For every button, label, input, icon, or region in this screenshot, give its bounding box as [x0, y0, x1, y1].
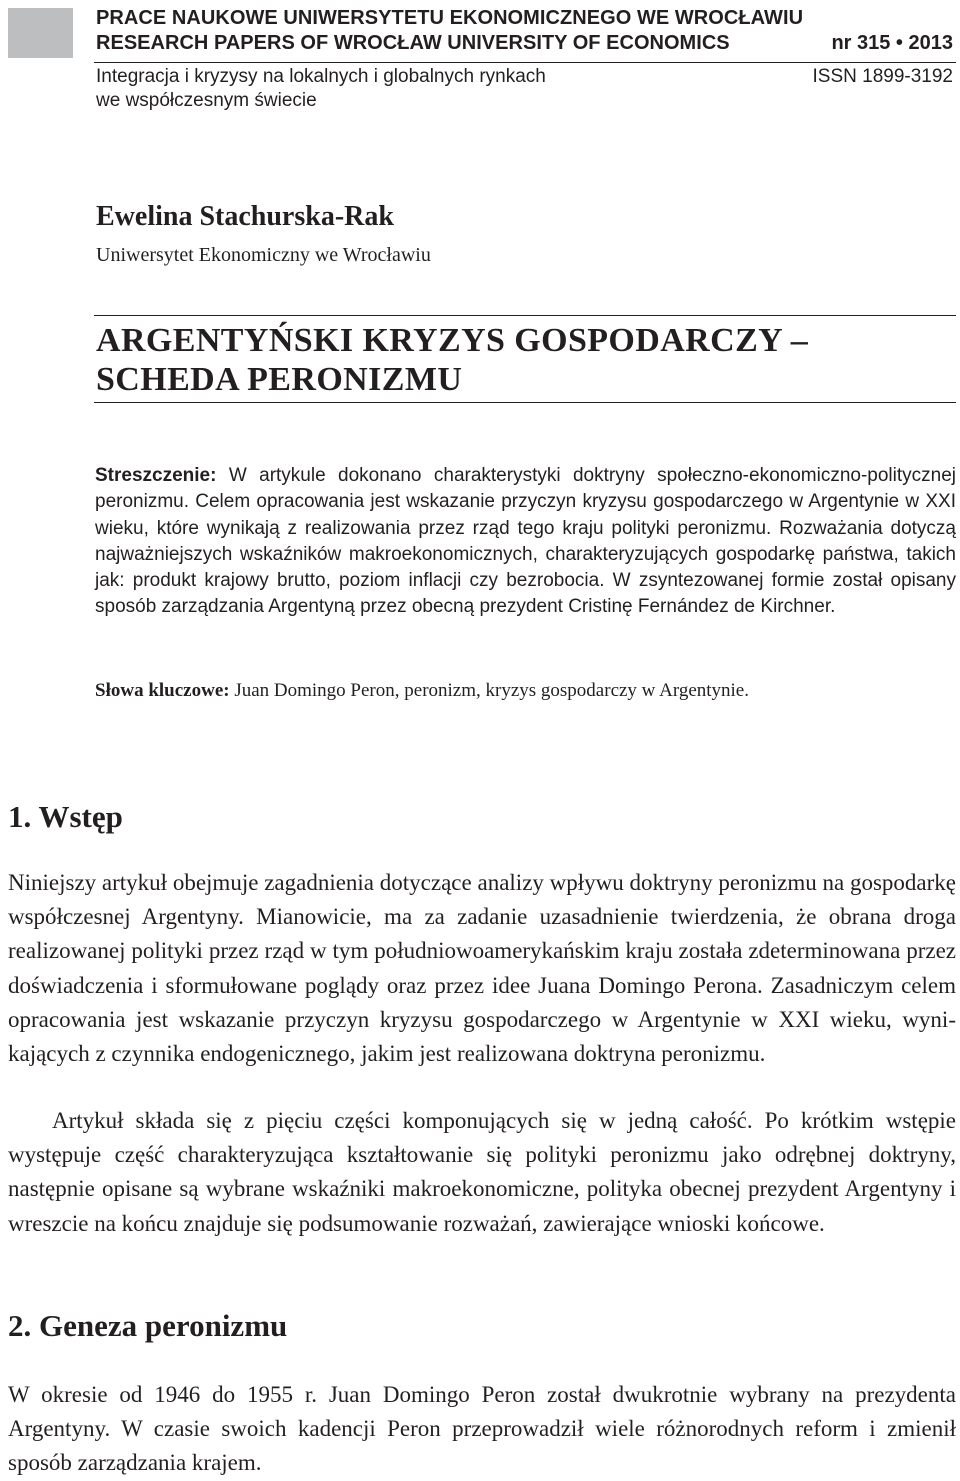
section-heading-introduction: 1. Wstęp [8, 799, 123, 834]
issue-number: nr 315 • 2013 [831, 32, 953, 54]
author-affiliation: Uniwersytet Ekonomiczny we Wrocławiu [96, 244, 431, 266]
journal-color-box [8, 8, 73, 58]
keywords-label: Słowa kluczowe: [95, 680, 230, 701]
article-title-line2: SCHEDA PERONIZMU [96, 361, 463, 398]
article-title-line1: ARGENTYŃSKI KRYZYS GOSPODARCZY – [96, 322, 809, 359]
volume-title-line1: Integracja i kryzysy na lokalnych i globalnych rynkach [96, 66, 546, 87]
abstract-label: Streszczenie: [95, 465, 217, 486]
title-divider-bottom [94, 402, 956, 403]
volume-title-line2: we współczesnym świecie [96, 90, 317, 111]
abstract-text: W artykule dokonano charakterystyki doktryny społeczno-ekonomiczno-politycznej peronizmu. Celem opracowania jest wskazanie przyczyn kryzysu gospodarczego w Argentynie w XXI wieku, które wynikają z realizowania przez rząd tego kraju polityki peronizmu. Rozważania dotyczą najważniejszych wskaźników makroekonomicznych, charakteryzujących gospodarkę państwa, takich jak: produkt krajowy brutto, poziom inflacji czy bezrobocia. W zsyntezowanej formie został opisany sposób zarządzania Argentyną przez obecną prezydent Cristinę Fernández de Kirchner. [95, 465, 956, 618]
keywords-text: Juan Domingo Peron, peronizm, kryzys gospodarczy w Argentynie. [234, 680, 749, 701]
issn: ISSN 1899-3192 [812, 66, 953, 87]
title-divider-top [94, 315, 956, 316]
abstract [95, 463, 956, 621]
header-divider [94, 62, 956, 63]
section-heading-genesis: 2. Geneza peronizmu [8, 1308, 288, 1343]
journal-name-polish: PRACE NAUKOWE UNIWERSYTETU EKONOMICZNEGO WE WROCŁAWIU [96, 7, 804, 29]
author-name: Ewelina Stachurska-Rak [96, 201, 394, 232]
body-paragraph: Artykuł składa się z pięciu części komponujących się w jedną całość. Po krótkim wstępie występuje część charakteryzująca kształtowanie się polityki peronizmu jako odrębnej doktryny, następnie opisane są wybrane wskaźniki makroekonomiczne, polityka obecnej prezydent Argentyny i wreszcie na końcu znajduje się podsumowanie rozważań, zawierające wnioski końcowe. [8, 1108, 956, 1236]
keywords [95, 678, 956, 704]
body-paragraph: Niniejszy artykuł obejmuje zagadnienia dotyczące analizy wpływu doktryny peronizmu na gospodarkę współczesnej Argentyny. Mianowicie, ma za zadanie uzasadnienie twierdzenia, że obrana droga realizowanej polityki przez rząd w tym południowoamerykańskim kraju została zdeterminowana przez doświadczenia i sformułowane poglądy oraz przez idee Juana Domingo Perona. Zasadniczym celem opracowania jest wskazanie przyczyn kryzysu gospodarczego w Argentynie w XXI wieku, wynikających z czynnika endogenicznego, jakim jest realizowana doktryna peronizmu. [8, 870, 956, 1067]
journal-name-english: RESEARCH PAPERS OF WROCŁAW UNIVERSITY OF ECONOMICS [96, 32, 730, 54]
body-paragraph: W okresie od 1946 do 1955 r. Juan Domingo Peron został dwukrotnie wybrany na prezydenta Argentyny. W czasie swoich kadencji Peron przeprowadził wiele różnorodnych reform i zmienił sposób zarządzania krajem. [8, 1382, 956, 1476]
